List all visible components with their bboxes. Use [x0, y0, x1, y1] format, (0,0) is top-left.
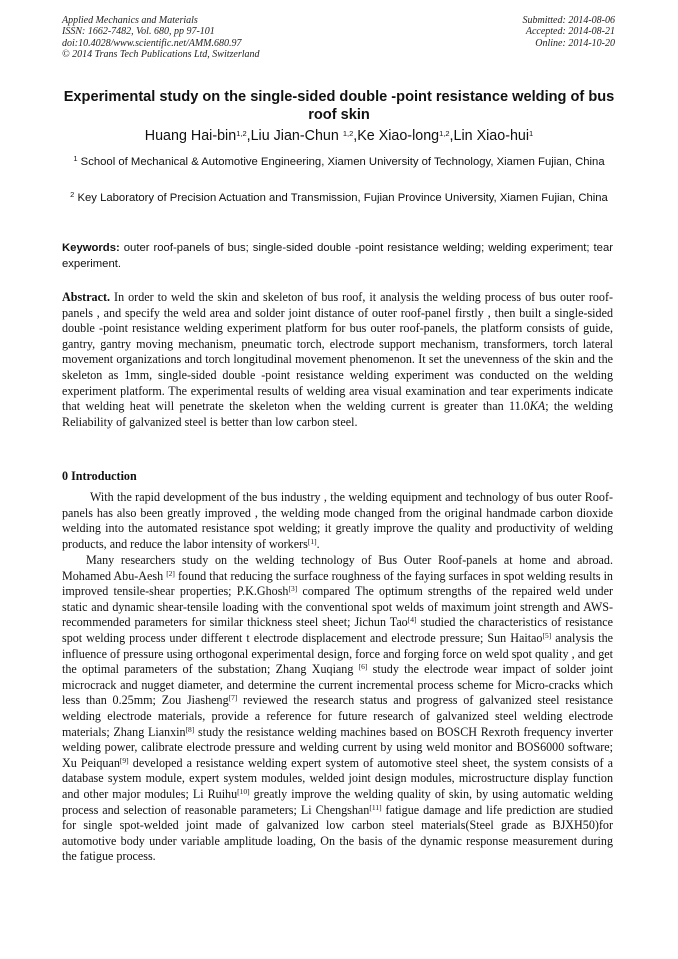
- citation-ref: [10]: [237, 786, 250, 796]
- doi-line: doi:10.4028/www.scientific.net/AMM.680.97: [62, 37, 242, 49]
- paper-title: Experimental study on the single-sided double -point resistance welding of bus roof skin: [63, 89, 615, 123]
- paragraph-text: analysis the influence of pressure using orthogonal experimental design, force and forging force on weld spot quality , and get the optimal parameters of the substation; Zhang Xuqiang: [62, 630, 613, 677]
- affiliation-number: 2: [70, 190, 75, 199]
- citation-ref: [9]: [119, 755, 129, 765]
- author: [145, 128, 251, 144]
- citation-ref: [3]: [288, 584, 298, 594]
- author-affiliation-mark: 1,2: [342, 129, 354, 138]
- paragraph-text: compared The optimum strengths of the repaired weld under static and dynamic shear-tensile loading with the conventional spot welds of maximum joint strength and AWS-recommended parameters for similar thickness steel sheet; Jichun Tao: [62, 584, 613, 630]
- paragraph-text: found that reducing the surface roughness of the faying surfaces in spot welding results in improved tensile-shear properties; P.K.Ghosh: [62, 568, 613, 599]
- paragraph-text: study the resistance welding machines based on BOSCH Rexroth frequency inverter welding power, calibrate electrode pressure and welding current by using weld monitor and BOS6000 software; Xu Peiquan: [62, 724, 613, 770]
- author-name: Liu Jian-Chun: [250, 128, 343, 144]
- abstract-text-end: ; the welding Reliability of galvanized steel is better than low carbon steel.: [62, 399, 613, 429]
- affiliation: [70, 155, 608, 171]
- copyright-line: © 2014 Trans Tech Publications Ltd, Switzerland: [62, 49, 260, 61]
- author-affiliation-mark: 1,2: [236, 129, 247, 138]
- citation-ref: [2]: [166, 568, 175, 578]
- citation-ref: [6]: [358, 662, 368, 672]
- paragraph-text: developed a resistance welding expert system of automotive steel sheet, the system consists of a database system module, expert system modules, welded joint design modules, microstructure display function and other major modules; Li Ruihu: [62, 755, 613, 801]
- author-name: Huang Hai-bin: [144, 128, 237, 144]
- accepted-date: Accepted: 2014-08-21: [525, 26, 615, 38]
- citation-ref: [4]: [407, 615, 417, 625]
- issn-line: ISSN: 1662-7482, Vol. 680, pp 97-101: [62, 26, 215, 38]
- affiliation-number: 1: [73, 154, 78, 163]
- author-name: Ke Xiao-long: [357, 128, 440, 144]
- affiliation-text: School of Mechanical & Automotive Engineering, Xiamen University of Technology, Xiamen Fujian, China: [77, 156, 605, 168]
- author-separator: ,: [449, 128, 454, 144]
- keywords: [62, 240, 613, 272]
- paragraph-text: fatigue damage and life prediction are studied for single spot-welded joint made of galvanized low carbon steel materials(Steel grade as BJXH50)for automotive body under variable amplitude loading, On the basis of the dynamic response measurement during the fatigue process.: [62, 802, 613, 864]
- abstract-unit: KA: [529, 399, 546, 414]
- citation-ref: [11]: [369, 802, 382, 812]
- author-list: [58, 127, 620, 145]
- affiliation: [70, 191, 608, 207]
- author: [357, 128, 453, 144]
- author-separator: ,: [246, 128, 251, 144]
- keywords-text: outer roof-panels of bus; single-sided double -point resistance welding; welding experiment; tear experiment.: [62, 242, 613, 270]
- citation-ref: [8]: [185, 724, 195, 734]
- submission-dates: [523, 15, 616, 49]
- journal-info: [62, 15, 260, 61]
- abstract-text: In order to weld the skin and skeleton of bus roof, it analysis the welding process of bus outer roof-panels , and specify the weld area and solder joint distance of outer roof-panel firstly , then built a single-sided double -point resistance welding experiment platform for bus outer roof-panels, the platform consists of guide, gantry, gantry moving mechanism, pneumatic torch, electrode support mechanism, transformers, torch lateral movement organizations and torch longitudinal movement phenomenon. It set the unevenness of the skin and the skeleton as 1mm, single-sided double -point resistance welding experiment was conducted on the welding experiment platform. The experimental results of welding area visual examination and tear experiments indicate that welding heat will penetrate the skeleton when the welding current is greater than 11.0: [62, 290, 613, 414]
- author-name: Lin Xiao-hui: [453, 128, 530, 144]
- section-heading: 0 Introduction: [62, 469, 137, 483]
- citation-ref: [5]: [542, 630, 552, 640]
- citation-ref: [1]: [307, 536, 317, 546]
- intro-paragraph-1: [62, 490, 613, 552]
- journal-name: Applied Mechanics and Materials: [62, 15, 198, 26]
- author: [251, 128, 358, 144]
- paragraph-text: studied the characteristics of resistance spot welding process under different t electrode displacement and electrode pressure; Sun Haitao: [62, 615, 613, 645]
- paragraph-text: With the rapid development of the bus industry , the welding equipment and technology of bus outer Roof-panels has also been greatly improved , the welding mode changed from the original handmade carbon dioxide welding into the automated resistance spot welding; it greatly improve the quality and productivity of welding products, and reduce the labor intensity of workers: [62, 490, 613, 551]
- paragraph-text: .: [316, 536, 320, 551]
- online-date: Online: 2014-10-20: [535, 37, 615, 49]
- citation-ref: [7]: [228, 693, 238, 703]
- affiliation-text: Key Laboratory of Precision Actuation and Transmission, Fujian Province University, Xiamen Fujian, China: [74, 192, 608, 204]
- author-affiliation-mark: 1: [529, 129, 534, 138]
- keywords-label: Keywords:: [62, 242, 120, 254]
- abstract-label: Abstract.: [62, 290, 111, 304]
- submitted-date: Submitted: 2014-08-06: [522, 15, 615, 26]
- author-separator: ,: [353, 128, 358, 144]
- abstract: [62, 290, 613, 430]
- paragraph-text: reviewed the research status and progress of galvanized steel resistance welding electrode materials, provide a reference for future research of galvanized steel welding electrode materials; Zhang Lianxin: [62, 693, 613, 739]
- paragraph-text: greatly improve the welding quality of skin, by using automatic welding process and selection of reasonable parameters; Li Chengshan: [62, 786, 614, 817]
- author: [454, 128, 534, 144]
- paragraph-text: Many researchers study on the welding technology of Bus Outer Roof-panels at home and abroad. Mohamed Abu-Aesh: [62, 553, 613, 583]
- author-affiliation-mark: 1,2: [439, 129, 450, 138]
- paragraph-text: study the electrode wear impact of solder joint microcrack and nugget diameter, and determine the current incremental process scheme for Micro-cracks which less than 0.25mm; Zou Jiasheng: [62, 662, 613, 708]
- intro-paragraph-2: [62, 553, 613, 865]
